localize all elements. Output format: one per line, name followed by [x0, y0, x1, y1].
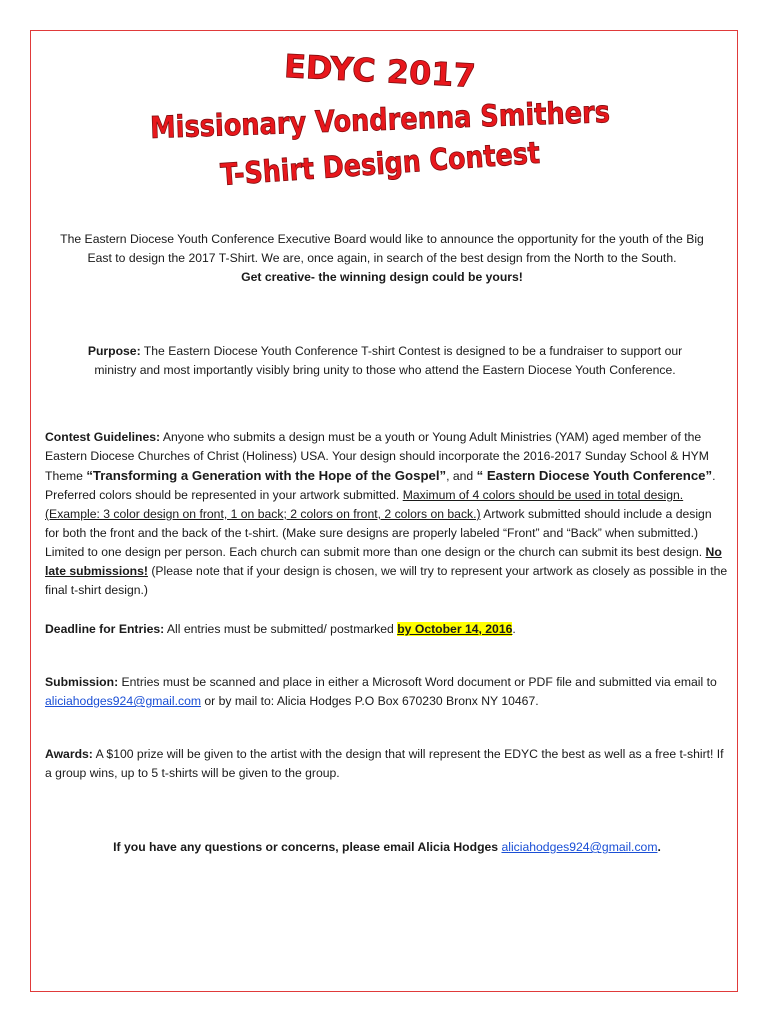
title-line-3: T-Shirt Design Contest: [219, 131, 600, 194]
contact-end: .: [657, 840, 661, 854]
intro-paragraph: [50, 230, 714, 287]
submission-email-link[interactable]: aliciahodges924@gmail.com: [45, 694, 201, 708]
guidelines-text-1: Anyone who submits a design must be a youth or Young Adult Ministries (YAM) aged member of the Eastern Diocese Churches of Christ (Holiness) USA. Your design should incorporate the 2016-2017 Sunday School & HYM Theme: [45, 430, 709, 483]
deadline-end: .: [512, 622, 516, 636]
guidelines-text-3: . Preferred colors should be represented in your artwork submitted.: [45, 469, 716, 502]
guidelines-text-2: , and: [446, 469, 477, 483]
contact-email-link[interactable]: aliciahodges924@gmail.com: [501, 840, 658, 854]
awards-text: A $100 prize will be given to the artist with the design that will represent the EDYC the best as well as a free t-shirt! If a group wins, up to 5 t-shirts will be given to the group.: [45, 747, 724, 780]
submission-text-1: Entries must be scanned and place in either a Microsoft Word document or PDF file and submitted via email to: [118, 675, 717, 689]
guidelines-paragraph: [45, 428, 729, 600]
awards-label: Awards:: [45, 747, 93, 761]
submission-text-2: or by mail to: Alicia Hodges P.O Box 670230 Bronx NY 10467.: [201, 694, 539, 708]
purpose-label: Purpose:: [87, 344, 141, 358]
guidelines-no-late: No late submissions!: [45, 545, 722, 578]
title-line-1: EDYC 2017: [283, 47, 477, 95]
guidelines-label: Contest Guidelines:: [45, 430, 161, 444]
contact-line: [45, 838, 729, 857]
intro-tagline: Get creative- the winning design could be yours!: [241, 270, 523, 284]
deadline-date: by October 14, 2016: [397, 622, 513, 636]
title-line-2: Missionary Vondrenna Smithers: [149, 92, 690, 147]
contact-text: If you have any questions or concerns, please email Alicia Hodges: [113, 840, 502, 854]
awards-paragraph: [45, 745, 729, 783]
deadline-label: Deadline for Entries:: [45, 622, 165, 636]
intro-text: The Eastern Diocese Youth Conference Executive Board would like to announce the opportunity for the youth of the Big East to design the 2017 T-Shirt. We are, once again, in search of the best design from the North to the South.: [60, 232, 704, 265]
deadline-paragraph: [45, 620, 729, 639]
purpose-text: The Eastern Diocese Youth Conference T-shirt Contest is designed to be a fundraiser to support our ministry and most importantly visibly bring unity to those who attend the Eastern Diocese Youth Conference.: [94, 344, 683, 377]
guidelines-theme-1: “Transforming a Generation with the Hope of the Gospel”: [86, 468, 447, 483]
guidelines-theme-2: “ Eastern Diocese Youth Conference”: [476, 468, 713, 483]
submission-label: Submission:: [45, 675, 119, 689]
title-wordart: [140, 40, 690, 194]
guidelines-text-4: Artwork submitted should include a design for both the front and the back of the t-shirt. (Make sure designs are properly labeled “Front” and “Back” when submitted.) Limited to one design per person. Each church can submit more than one design or the church can submit its best design.: [45, 507, 712, 559]
purpose-paragraph: [70, 342, 700, 380]
submission-paragraph: [45, 673, 729, 711]
guidelines-color-limit: Maximum of 4 colors should be used in total design. (Example: 3 color design on front, 1 on back; 2 colors on front, 2 colors on back.): [45, 488, 684, 521]
guidelines-text-5: (Please note that if your design is chosen, we will try to represent your artwork as closely as possible in the final t-shirt design.): [45, 564, 728, 597]
deadline-text: All entries must be submitted/ postmarked: [164, 622, 398, 636]
